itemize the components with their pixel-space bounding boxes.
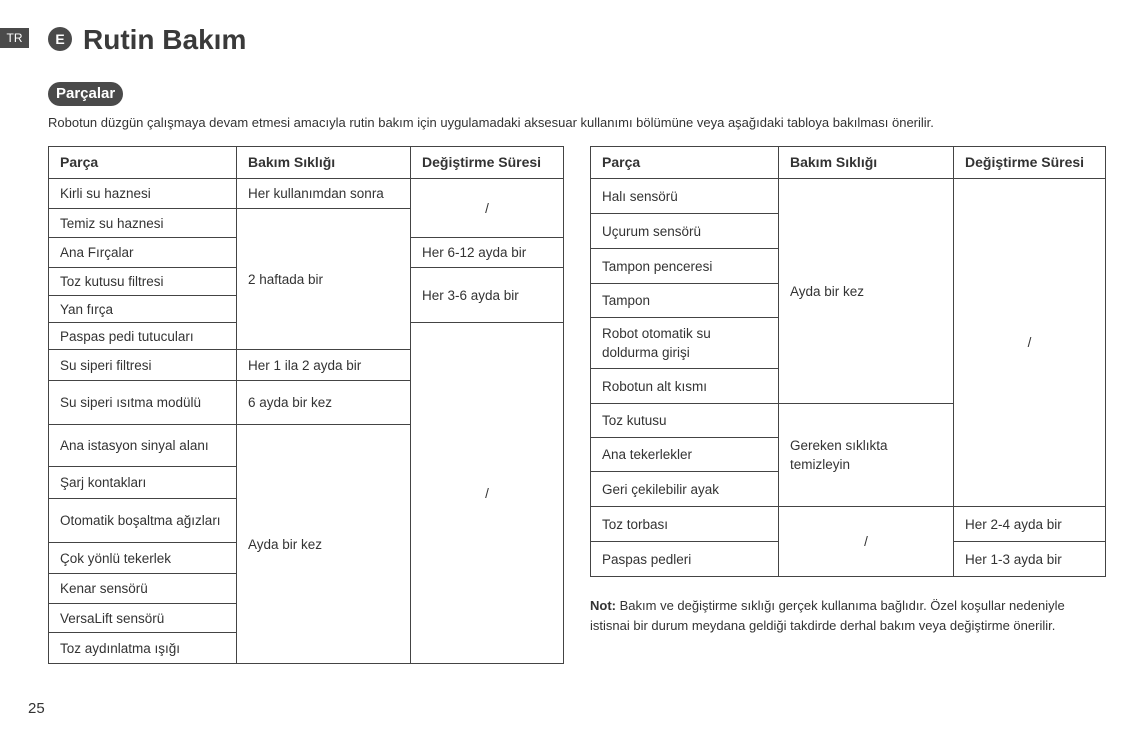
table-row bbox=[49, 179, 564, 209]
language-badge: TR bbox=[0, 28, 29, 48]
table-row bbox=[591, 507, 1106, 542]
replacement-cell: Her 6-12 ayda bir bbox=[411, 238, 564, 268]
part-cell: Toz aydınlatma ışığı bbox=[49, 633, 237, 664]
part-cell: Çok yönlü tekerlek bbox=[49, 543, 237, 574]
part-cell: Otomatik boşaltma ağızları bbox=[49, 499, 237, 543]
part-cell: Robot otomatik su doldurma girişi bbox=[591, 318, 779, 369]
part-cell: Paspas pedi tutucuları bbox=[49, 323, 237, 350]
header-replacement: Değiştirme Süresi bbox=[954, 147, 1106, 179]
part-cell: Temiz su haznesi bbox=[49, 209, 237, 238]
part-cell: VersaLift sensörü bbox=[49, 604, 237, 633]
maintenance-cell: Her 1 ila 2 ayda bir bbox=[237, 350, 411, 381]
replacement-cell: / bbox=[411, 179, 564, 238]
part-cell: Su siperi filtresi bbox=[49, 350, 237, 381]
note-paragraph bbox=[590, 596, 1090, 635]
maintenance-table-left bbox=[48, 146, 564, 664]
maintenance-cell: Ayda bir kez bbox=[237, 425, 411, 664]
part-cell: Robotun alt kısmı bbox=[591, 369, 779, 404]
part-cell: Ana istasyon sinyal alanı bbox=[49, 425, 237, 467]
part-cell: Uçurum sensörü bbox=[591, 214, 779, 249]
replacement-cell: Her 2-4 ayda bir bbox=[954, 507, 1106, 542]
intro-text: Robotun düzgün çalışmaya devam etmesi amacıyla rutin bakım için uygulamadaki aksesuar kullanımı bölümüne veya aşağıdaki tabloya bakılması önerilir. bbox=[48, 115, 934, 130]
part-cell: Paspas pedleri bbox=[591, 542, 779, 577]
maintenance-cell: 6 ayda bir kez bbox=[237, 381, 411, 425]
part-cell: Şarj kontakları bbox=[49, 467, 237, 499]
header-maintenance: Bakım Sıklığı bbox=[779, 147, 954, 179]
replacement-cell: Her 1-3 ayda bir bbox=[954, 542, 1106, 577]
part-cell: Kenar sensörü bbox=[49, 574, 237, 604]
part-cell: Toz kutusu filtresi bbox=[49, 268, 237, 296]
maintenance-cell: Her kullanımdan sonra bbox=[237, 179, 411, 209]
header-part: Parça bbox=[49, 147, 237, 179]
part-cell: Tampon penceresi bbox=[591, 249, 779, 284]
header-part: Parça bbox=[591, 147, 779, 179]
part-cell: Toz kutusu bbox=[591, 404, 779, 438]
table-row bbox=[591, 179, 1106, 214]
maintenance-cell: / bbox=[779, 507, 954, 577]
part-cell: Halı sensörü bbox=[591, 179, 779, 214]
header-replacement: Değiştirme Süresi bbox=[411, 147, 564, 179]
part-cell: Su siperi ısıtma modülü bbox=[49, 381, 237, 425]
maintenance-cell: 2 haftada bir bbox=[237, 209, 411, 350]
part-cell: Tampon bbox=[591, 284, 779, 318]
note-label: Not: bbox=[590, 598, 616, 613]
part-cell: Ana tekerlekler bbox=[591, 438, 779, 472]
part-cell: Kirli su haznesi bbox=[49, 179, 237, 209]
part-cell: Ana Fırçalar bbox=[49, 238, 237, 268]
maintenance-cell: Gereken sıklıkta temizleyin bbox=[779, 404, 954, 507]
maintenance-table-right bbox=[590, 146, 1106, 577]
replacement-cell: Her 3-6 ayda bir bbox=[411, 268, 564, 323]
page-number: 25 bbox=[28, 700, 45, 717]
parts-section-label: Parçalar bbox=[48, 82, 123, 106]
part-cell: Toz torbası bbox=[591, 507, 779, 542]
page-title: Rutin Bakım bbox=[83, 24, 247, 55]
part-cell: Yan fırça bbox=[49, 296, 237, 323]
note-text: Bakım ve değiştirme sıklığı gerçek kullanıma bağlıdır. Özel koşullar nedeniyle istisnai bir durum meydana geldiği takdirde derhal bakım veya değiştirme önerilir. bbox=[590, 598, 1065, 633]
table-header-row bbox=[49, 147, 564, 179]
replacement-cell: / bbox=[411, 323, 564, 664]
header-maintenance: Bakım Sıklığı bbox=[237, 147, 411, 179]
maintenance-cell: Ayda bir kez bbox=[779, 179, 954, 404]
replacement-cell: / bbox=[954, 179, 1106, 507]
part-cell: Geri çekilebilir ayak bbox=[591, 472, 779, 507]
section-letter-badge: E bbox=[48, 27, 72, 51]
table-header-row bbox=[591, 147, 1106, 179]
